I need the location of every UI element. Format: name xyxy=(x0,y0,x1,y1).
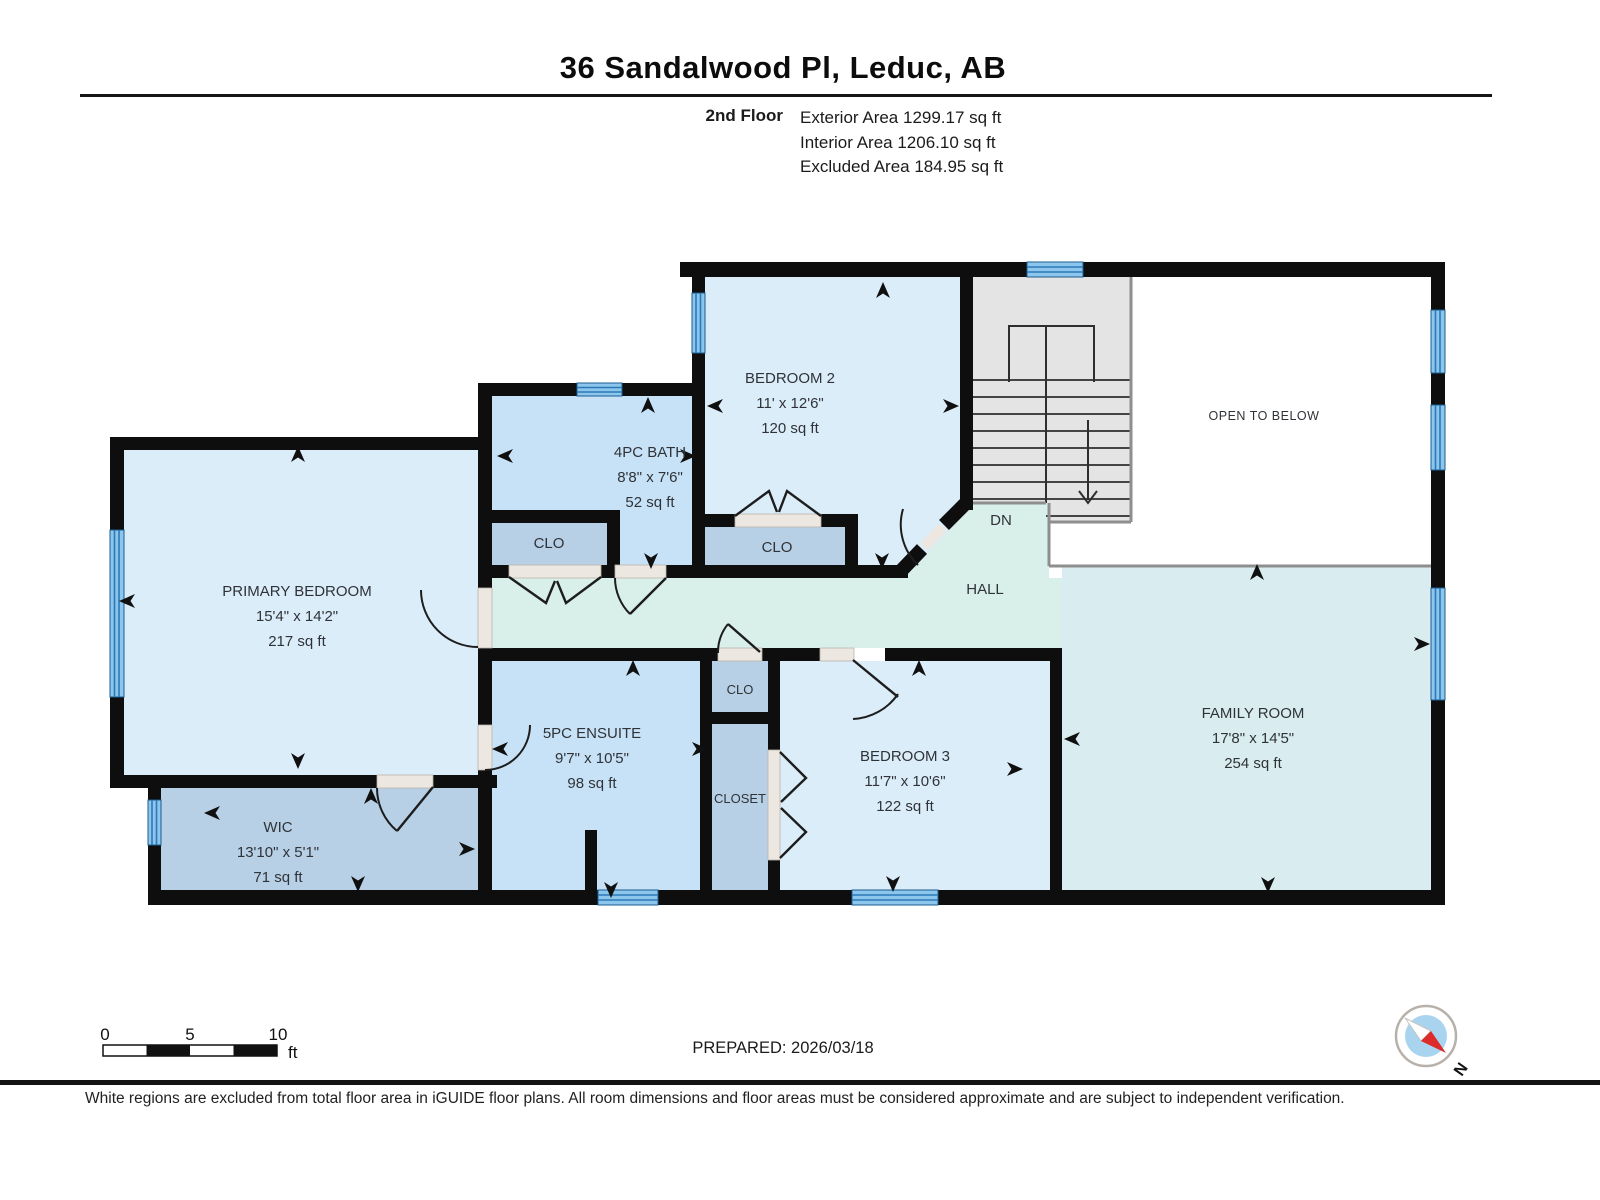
ensuite-name: 5PC ENSUITE xyxy=(542,725,642,742)
bedroom2-dims: 11' x 12'6" xyxy=(756,395,824,412)
disclaimer-text: White regions are excluded from total floor area in iGUIDE floor plans. All room dimensions and floor areas must be considered approximate and are subject to independent verification. xyxy=(85,1090,1345,1107)
bedroom3-name: BEDROOM 3 xyxy=(859,748,951,765)
clo-hall-label: CLO xyxy=(726,682,754,697)
window xyxy=(598,890,658,905)
window xyxy=(852,890,938,905)
prepared-date: PREPARED: 2026/03/18 xyxy=(692,1039,874,1057)
stairs-floor xyxy=(973,277,1131,522)
family-room-name: FAMILY ROOM xyxy=(1201,705,1305,722)
scale-bar-segment xyxy=(147,1045,191,1056)
ensuite-area: 98 sq ft xyxy=(567,775,617,792)
bath-dims: 8'8" x 7'6" xyxy=(617,469,683,486)
open-to-below-label: OPEN TO BELOW xyxy=(1208,409,1320,423)
ensuite-dims: 9'7" x 10'5" xyxy=(555,750,629,767)
clo-left-label: CLO xyxy=(533,535,565,552)
open-to-below-band xyxy=(1049,522,1131,566)
window xyxy=(110,530,124,697)
wic-floor xyxy=(148,775,494,897)
clo-bedroom2-label: CLO xyxy=(761,539,793,556)
bedroom2-name: BEDROOM 2 xyxy=(744,370,836,387)
primary-bedroom-name: PRIMARY BEDROOM xyxy=(222,583,372,600)
bath-name: 4PC BATH xyxy=(613,444,687,461)
window xyxy=(1431,310,1445,373)
window xyxy=(692,293,705,353)
bath-area: 52 sq ft xyxy=(625,494,675,511)
family-room-area: 254 sq ft xyxy=(1224,755,1282,772)
window xyxy=(1431,588,1445,700)
excluded-area: Excluded Area 184.95 sq ft xyxy=(800,157,1004,176)
window xyxy=(1431,405,1445,470)
scale-bar-segment xyxy=(234,1045,278,1056)
scale-bar xyxy=(100,1025,297,1062)
scale-unit: ft xyxy=(288,1043,298,1062)
wic-area: 71 sq ft xyxy=(253,869,303,886)
exterior-area: Exterior Area 1299.17 sq ft xyxy=(800,108,1002,127)
primary-bedroom-area: 217 sq ft xyxy=(268,633,326,650)
scale-tick-5: 5 xyxy=(185,1025,195,1044)
bedroom3-dims: 11'7" x 10'6" xyxy=(864,773,946,790)
compass-north-label: N xyxy=(1449,1058,1470,1079)
scale-tick-0: 0 xyxy=(100,1025,110,1044)
scale-tick-10: 10 xyxy=(268,1025,288,1044)
page-title: 36 Sandalwood Pl, Leduc, AB xyxy=(559,50,1007,85)
dn-label: DN xyxy=(990,512,1012,529)
window xyxy=(1027,262,1083,277)
bedroom3-area: 122 sq ft xyxy=(876,798,934,815)
wic-name: WIC xyxy=(263,819,293,836)
compass-icon xyxy=(1396,1006,1470,1078)
closet-label: CLOSET xyxy=(713,791,767,806)
footer-divider xyxy=(0,1080,1600,1085)
bedroom2-area: 120 sq ft xyxy=(761,420,819,437)
interior-area: Interior Area 1206.10 sq ft xyxy=(800,132,996,152)
hall-label: HALL xyxy=(966,581,1004,598)
primary-bedroom-dims: 15'4" x 14'2" xyxy=(255,608,339,625)
floor-name: 2nd Floor xyxy=(705,106,783,125)
family-room-floor xyxy=(1062,566,1431,891)
window xyxy=(577,383,622,396)
wic-dims: 13'10" x 5'1" xyxy=(236,844,320,861)
window xyxy=(148,800,161,845)
family-room-dims: 17'8" x 14'5" xyxy=(1211,730,1295,747)
